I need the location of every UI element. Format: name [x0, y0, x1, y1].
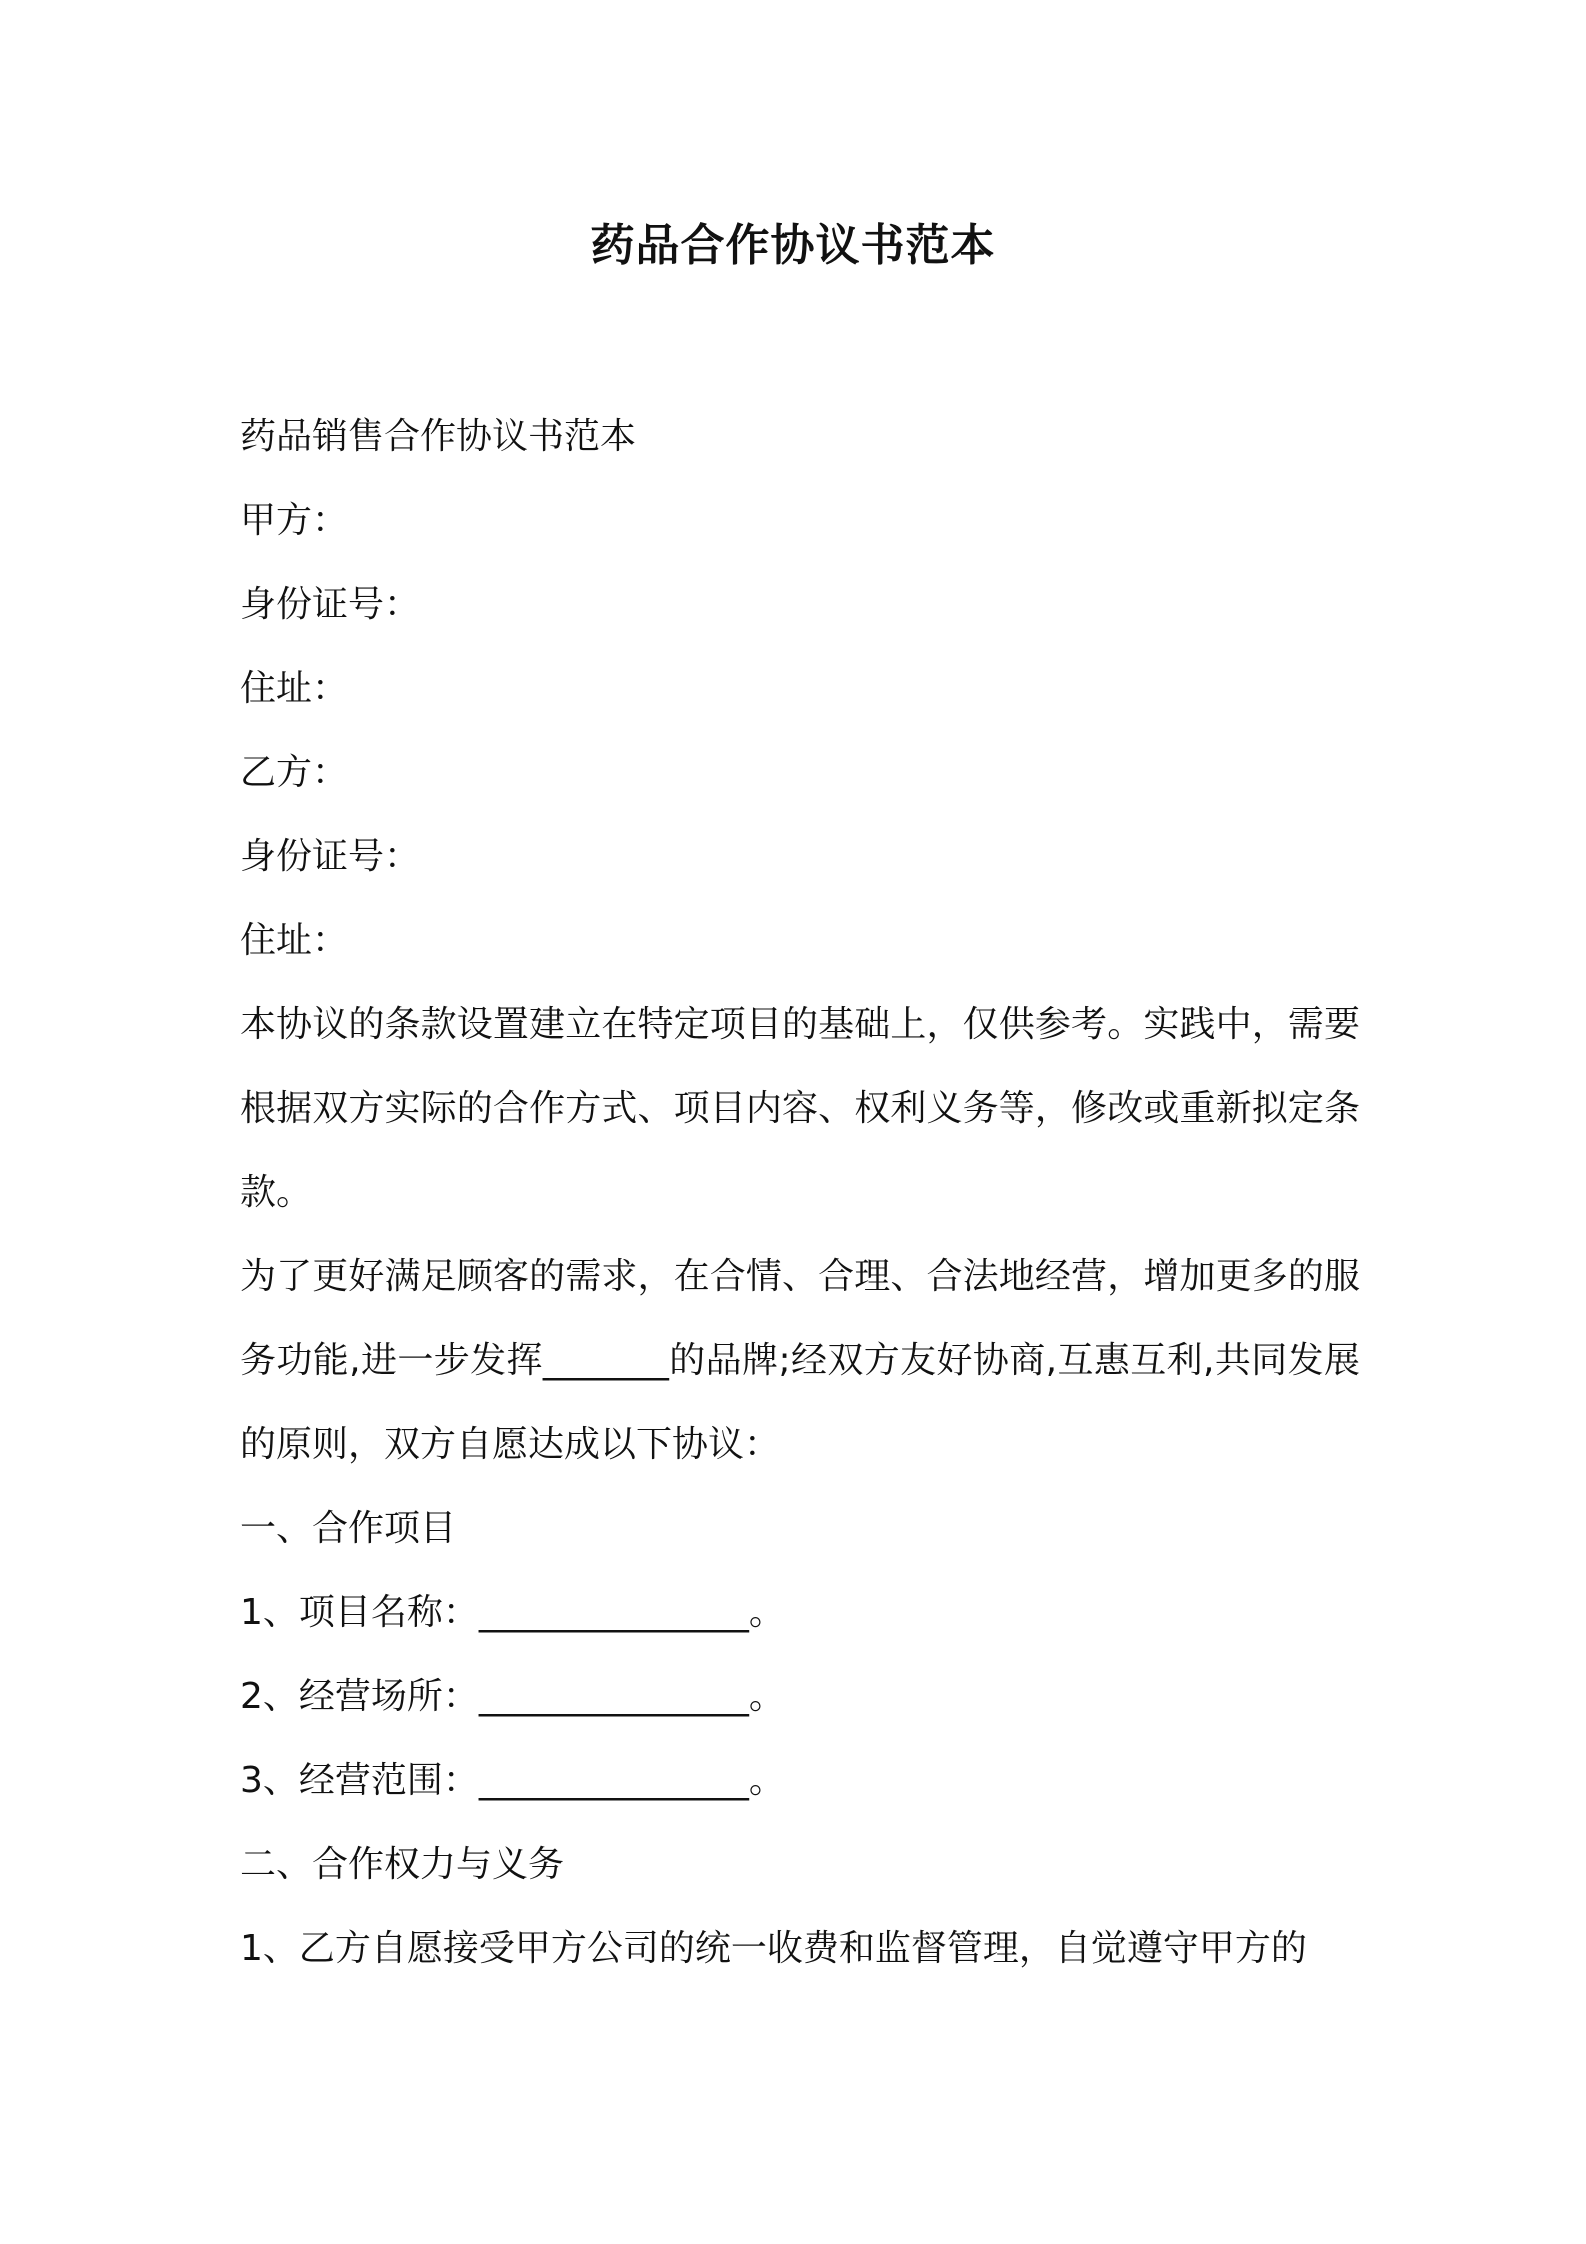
party-b-address-label: 住址：	[240, 920, 349, 961]
party-a-label: 甲方：	[240, 500, 349, 541]
party-b-id-label: 身份证号：	[240, 836, 421, 877]
party-a-address-label: 住址：	[240, 668, 349, 709]
disclaimer-paragraph: 本协议的条款设置建立在特定项目的基础上，仅供参考。实践中，需要根据双方实际的合作方式、项目内容、权利义务等，修改或重新拟定条款。	[240, 1004, 1360, 1213]
business-scope-item: 3、经营范围：_______________。	[240, 1760, 785, 1801]
project-name-item: 1、项目名称：_______________。	[240, 1592, 785, 1633]
business-location-item: 2、经营场所：_______________。	[240, 1676, 785, 1717]
section-2-item-1: 1、乙方自愿接受甲方公司的统一收费和监督管理，自觉遵守甲方的	[240, 1928, 1307, 1969]
party-a-id-label: 身份证号：	[240, 584, 421, 625]
section-1-heading: 一、合作项目	[240, 1508, 457, 1549]
document-title: 药品合作协议书范本	[590, 220, 996, 271]
party-b-label: 乙方：	[240, 752, 349, 793]
document-body	[240, 395, 1360, 1991]
preamble-paragraph: 为了更好满足顾客的需求，在合情、合理、合法地经营，增加更多的服务功能,进一步发挥_______的品牌;经双方友好协商,互惠互利,共同发展的原则，双方自愿达成以下协议：	[240, 1256, 1360, 1465]
section-2-heading: 二、合作权力与义务	[240, 1844, 565, 1885]
document-subtitle: 药品销售合作协议书范本	[240, 416, 637, 457]
